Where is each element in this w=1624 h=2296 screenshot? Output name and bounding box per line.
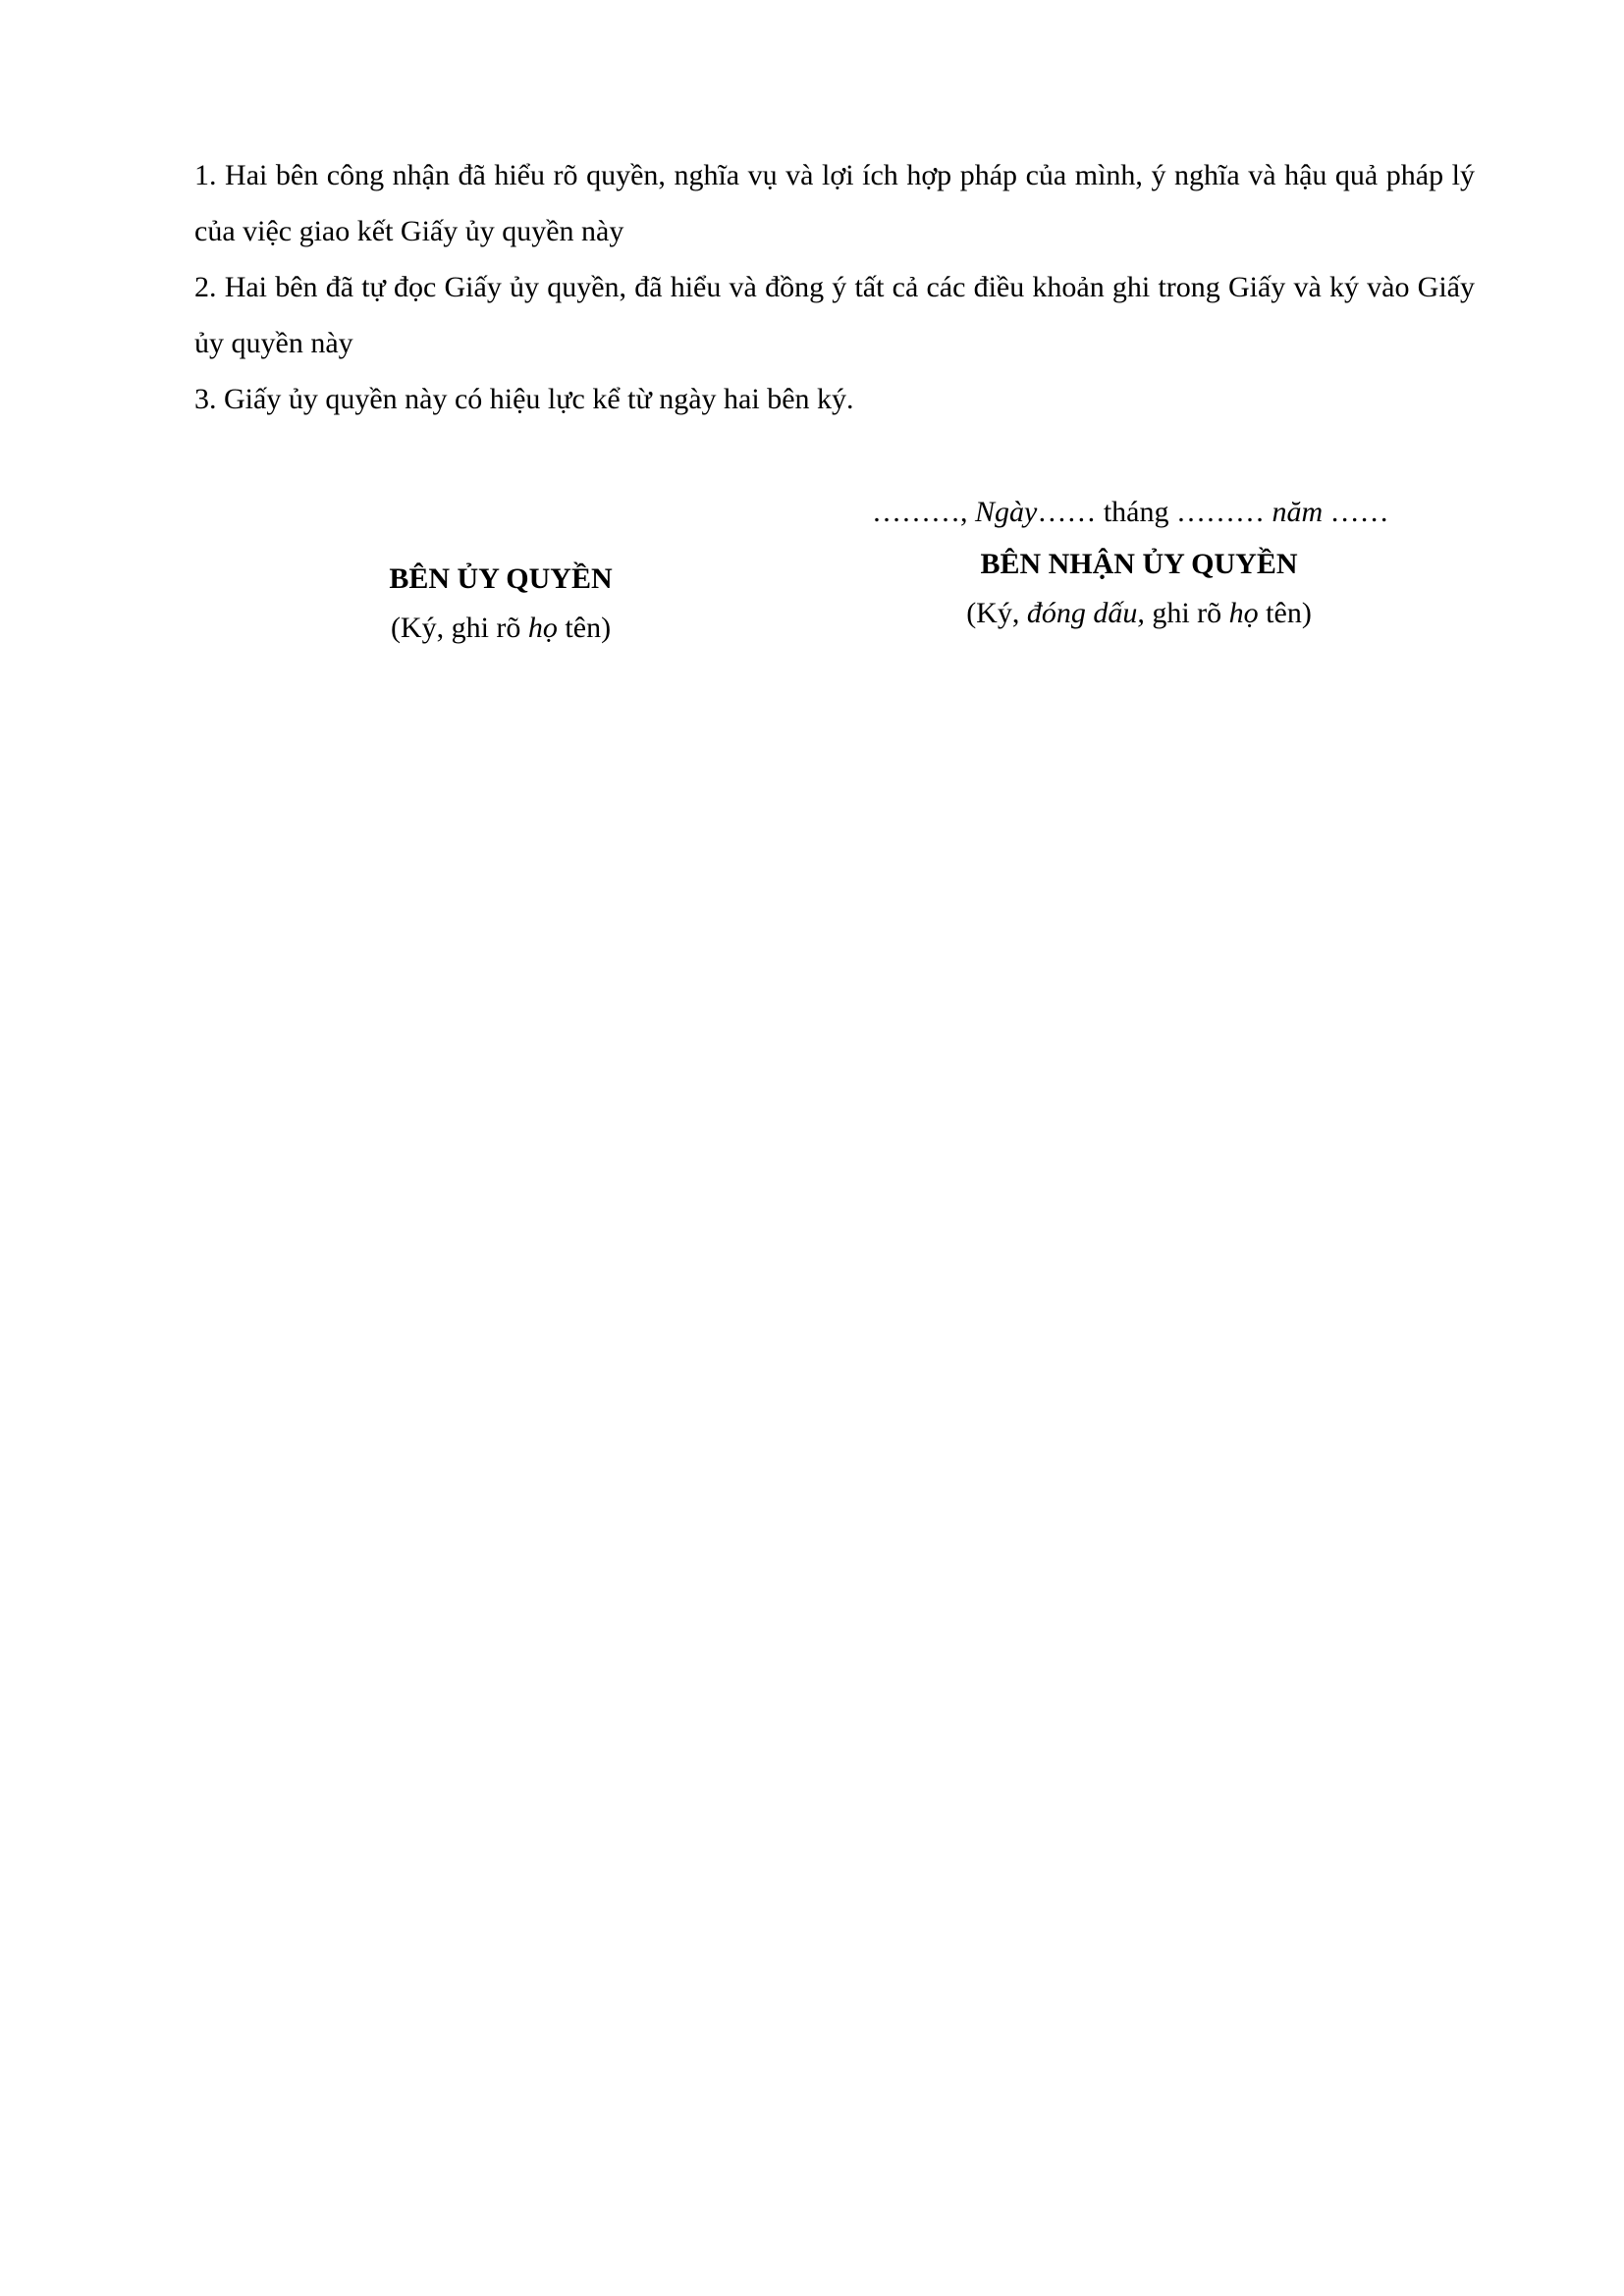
principal-note-open: (Ký, ghi rõ: [390, 612, 521, 644]
principal-sign-instruction: [304, 604, 697, 653]
agent-note-ho: họ: [1228, 597, 1259, 629]
clause-1: 1. Hai bên công nhận đã hiểu rõ quyền, nghĩa vụ và lợi ích hợp pháp của mình, ý nghĩa và hậu quả pháp lý của việc giao kết Giấy ủy quyền này: [194, 159, 1475, 247]
day-blank: ……: [1037, 496, 1097, 528]
agent-title: BÊN NHẬN ỦY QUYỀN: [980, 548, 1298, 580]
principal-signature-block: [304, 555, 697, 653]
principal-note-close: tên): [565, 612, 612, 644]
clauses-section: [194, 147, 1475, 427]
agent-sign-instruction: [854, 589, 1424, 638]
agent-signature-block: [854, 540, 1424, 638]
clause-2: 2. Hai bên đã tự đọc Giấy ủy quyền, đã hiểu và đồng ý tất cả các điều khoản ghi trong Giấy và ký vào Giấy ủy quyền này: [194, 271, 1475, 359]
agent-note-mid: ghi rõ: [1152, 597, 1222, 629]
agent-note-open: (Ký,: [966, 597, 1020, 629]
clause-3: 3. Giấy ủy quyền này có hiệu lực kể từ ngày hai bên ký.: [194, 383, 854, 415]
month-label: tháng: [1103, 496, 1169, 528]
date-line: [872, 488, 1500, 537]
year-blank: ……: [1329, 496, 1389, 528]
agent-note-close: tên): [1266, 597, 1312, 629]
day-label: Ngày: [975, 496, 1038, 528]
agent-note-stamp: đóng dấu,: [1026, 597, 1145, 629]
principal-title: BÊN ỦY QUYỀN: [389, 562, 613, 595]
place-blank: ………,: [872, 496, 968, 528]
principal-note-ho: họ: [527, 612, 558, 644]
month-blank: ………: [1175, 496, 1265, 528]
year-label: năm: [1272, 496, 1324, 528]
